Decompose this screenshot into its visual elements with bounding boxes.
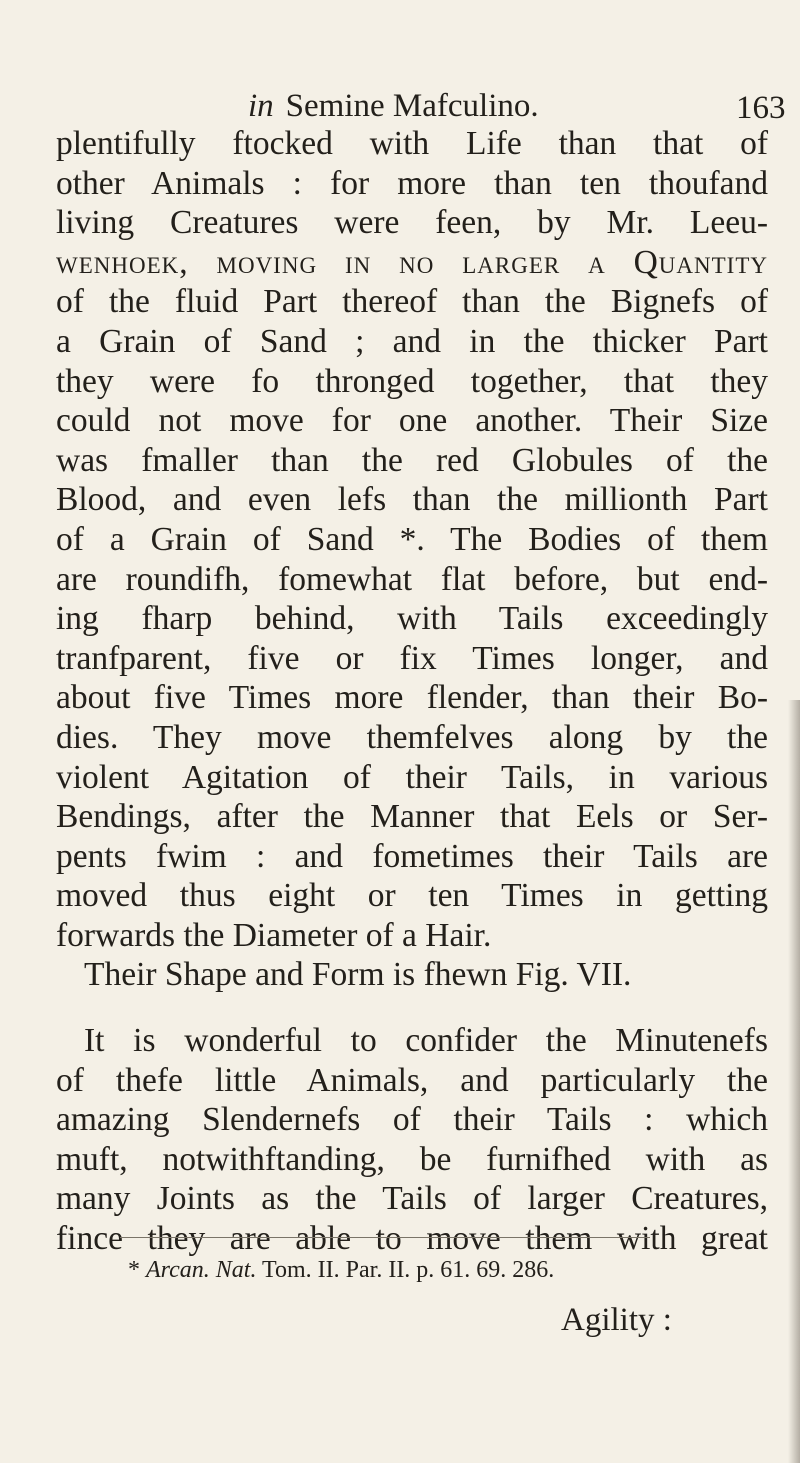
text-line: was fmaller than the red Globules of the: [56, 441, 768, 479]
text-line: Their Shape and Form is fhewn Fig. VII.: [84, 956, 632, 994]
text-line: other Animals : for more than ten thoufand: [56, 164, 768, 202]
text-line: could not move for one another. Their Size: [56, 402, 768, 440]
text-line: amazing Slendernefs of their Tails : which: [56, 1101, 768, 1139]
text-line: tranfparent, five or fix Times longer, and: [56, 639, 768, 677]
page-number: 163: [736, 90, 786, 126]
text-line: muft, notwithftanding, be furnifhed with as: [56, 1140, 768, 1178]
text-line: about five Times more flender, than their Bo-: [56, 679, 768, 717]
page-edge-shadow: [788, 700, 800, 1463]
footnote-source: Arcan. Nat.: [146, 1257, 257, 1283]
text-line: It is wonderful to confider the Minutenefs: [84, 1022, 768, 1060]
footnote: [128, 1255, 728, 1285]
text-line: forwards the Diameter of a Hair.: [56, 916, 492, 954]
text-line: dies. They move themfelves along by the: [56, 718, 768, 756]
running-head: [248, 86, 786, 126]
text-line: pents fwim : and fometimes their Tails are: [56, 837, 768, 875]
catchword: Agility :: [561, 1302, 672, 1338]
text-line: of a Grain of Sand *. The Bodies of them: [56, 520, 768, 558]
text-line: Bendings, after the Manner that Eels or Ser-: [56, 798, 768, 836]
text-line: Blood, and even lefs than the millionth Part: [56, 481, 768, 519]
text-line: violent Agitation of their Tails, in various: [56, 758, 768, 796]
text-line: living Creatures were feen, by Mr. Leeu-: [56, 204, 768, 242]
footnote-marker: *: [128, 1257, 140, 1283]
text-line: a Grain of Sand ; and in the thicker Part: [56, 322, 768, 360]
text-line: of thefe little Animals, and particularly the: [56, 1061, 768, 1099]
body-text: [56, 124, 768, 1259]
paragraph-gap: [56, 995, 768, 1021]
text-line: ing fharp behind, with Tails exceedingly: [56, 600, 768, 638]
text-line: moved thus eight or ten Times in getting: [56, 877, 768, 915]
footnote-reference: Tom. II. Par. II. p. 61. 69. 286.: [262, 1257, 555, 1283]
text-line: many Joints as the Tails of larger Creatures,: [56, 1180, 768, 1218]
running-head-italic: in: [248, 88, 274, 124]
running-head-title: Semine Mafculino.: [285, 88, 539, 124]
text-line: they were fo thronged together, that they: [56, 362, 768, 400]
text-line: wenhoek, moving in no larger a Quantity: [56, 243, 768, 281]
text-line: plentifully ftocked with Life than that of: [56, 125, 768, 162]
text-line: fince they are able to move them with great: [56, 1220, 768, 1258]
footnote-rule: [120, 1237, 650, 1238]
text-line: of the fluid Part thereof than the Bignefs of: [56, 283, 768, 321]
text-line: are roundifh, fomewhat flat before, but end-: [56, 560, 768, 598]
